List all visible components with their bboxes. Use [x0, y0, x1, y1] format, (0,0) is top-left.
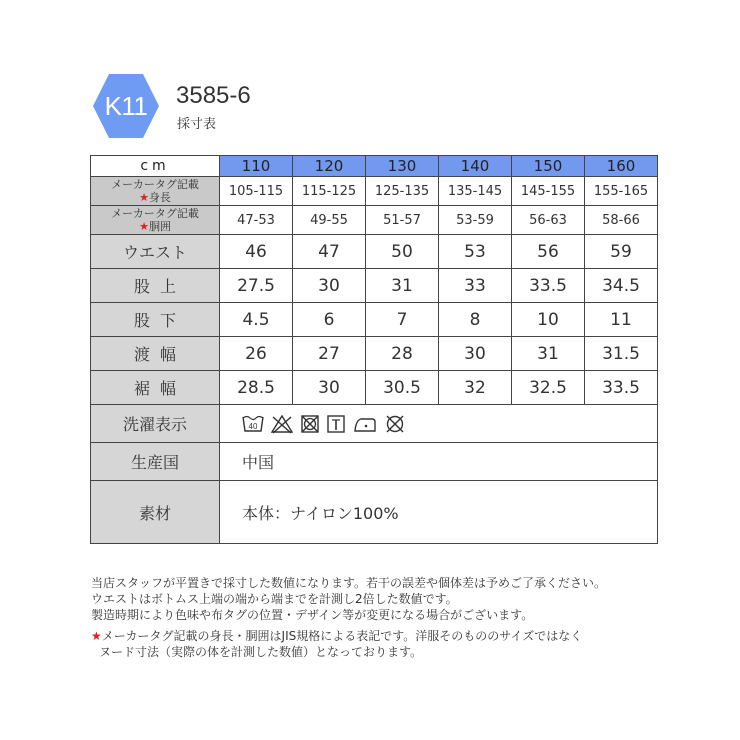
- low-iron-icon: [352, 414, 378, 434]
- row-label-tag-height: [91, 177, 220, 206]
- unit-label: cm: [91, 156, 220, 177]
- row-label-inseam: 股下: [91, 303, 220, 337]
- table-row-origin: [91, 443, 658, 481]
- table-cell: 6: [293, 303, 366, 337]
- size-header-cell: 120: [293, 156, 366, 177]
- table-row-material: [91, 481, 658, 544]
- row-label-waist: ウエスト: [91, 235, 220, 269]
- size-header-row: [91, 156, 658, 177]
- product-code: 3585-6: [176, 82, 251, 109]
- no-bleach-icon: [270, 414, 294, 434]
- table-cell: 58-66: [585, 206, 658, 235]
- table-cell: 51-57: [366, 206, 439, 235]
- table-cell: 155-165: [585, 177, 658, 206]
- row-label-rise: 股上: [91, 269, 220, 303]
- wash-40-icon: [242, 414, 264, 434]
- table-cell: 47: [293, 235, 366, 269]
- no-dry-clean-icon: [384, 414, 406, 434]
- table-row-tag-waist: [91, 206, 658, 235]
- table-cell: 32.5: [512, 371, 585, 405]
- row-label-thigh: 渡幅: [91, 337, 220, 371]
- table-cell: 135-145: [439, 177, 512, 206]
- note-line-4: [91, 628, 606, 644]
- table-cell: 26: [220, 337, 293, 371]
- table-row-inseam: [91, 303, 658, 337]
- note-line-1: 当店スタッフが平置きで採寸した数値になります。若干の誤差や個体差は予めご了承ください。: [91, 576, 607, 590]
- note-line-4-text: メーカータグ記載の身長・胴囲はJIS規格による表記です。洋服そのもののサイズではなく: [101, 629, 583, 643]
- row-label-material: 素材: [91, 481, 220, 544]
- table-row-thigh: [91, 337, 658, 371]
- tag-label-bottom-wrap: [91, 191, 219, 204]
- row-label-care: 洗濯表示: [91, 405, 220, 443]
- table-cell: 30: [293, 269, 366, 303]
- table-cell: 53: [439, 235, 512, 269]
- table-cell: 31: [366, 269, 439, 303]
- table-cell: 30: [439, 337, 512, 371]
- star-icon: ★: [139, 220, 149, 233]
- table-cell: 8: [439, 303, 512, 337]
- row-label-tag-waist: [91, 206, 220, 235]
- star-icon: ★: [91, 629, 102, 643]
- table-cell: 34.5: [585, 269, 658, 303]
- table-cell: 125-135: [366, 177, 439, 206]
- row-label-origin: 生産国: [91, 443, 220, 481]
- badge-label: K11: [104, 90, 148, 121]
- care-icons-cell: [220, 405, 658, 443]
- note-line-3: 製造時期により色味や布タグの位置・デザイン等が変更になる場合がございます。: [91, 608, 534, 622]
- note-line-5: ヌード寸法（実際の体を計測した数値）となっております。: [99, 645, 423, 659]
- no-tumble-dry-icon: [300, 414, 320, 434]
- table-row-tag-height: [91, 177, 658, 206]
- table-cell: 31: [512, 337, 585, 371]
- row-label-hem: 裾幅: [91, 371, 220, 405]
- note-line-2: ウエストはボトムス上端の端から端までを計測し2倍した数値です。: [91, 592, 458, 606]
- table-row-rise: [91, 269, 658, 303]
- wash-temp-label: 40: [248, 421, 258, 431]
- table-cell: 28: [366, 337, 439, 371]
- notes-block: [91, 575, 606, 660]
- tag-label-bottom-wrap: [91, 220, 219, 233]
- care-icons: [242, 414, 657, 434]
- table-row-hem: [91, 371, 658, 405]
- table-cell: 31.5: [585, 337, 658, 371]
- table-cell: 53-59: [439, 206, 512, 235]
- document-subtitle: 採寸表: [177, 117, 217, 132]
- size-header-cell: 140: [439, 156, 512, 177]
- size-header-cell: 160: [585, 156, 658, 177]
- tag-label-bottom: 身長: [148, 191, 171, 204]
- table-cell: 145-155: [512, 177, 585, 206]
- table-cell: 115-125: [293, 177, 366, 206]
- table-cell: 49-55: [293, 206, 366, 235]
- table-cell: 30: [293, 371, 366, 405]
- table-cell: 33.5: [512, 269, 585, 303]
- size-header-cell: 130: [366, 156, 439, 177]
- tag-label-top: メーカータグ記載: [111, 178, 199, 191]
- origin-value: 中国: [220, 443, 658, 481]
- table-cell: 10: [512, 303, 585, 337]
- table-cell: 33.5: [585, 371, 658, 405]
- tag-label-bottom: 胴囲: [148, 220, 171, 233]
- star-icon: ★: [139, 191, 149, 204]
- table-row-waist: [91, 235, 658, 269]
- size-header-cell: 110: [220, 156, 293, 177]
- table-cell: 33: [439, 269, 512, 303]
- size-chart-table: [90, 155, 658, 544]
- table-row-care: [91, 405, 658, 443]
- table-cell: 4.5: [220, 303, 293, 337]
- table-cell: 11: [585, 303, 658, 337]
- table-cell: 32: [439, 371, 512, 405]
- table-cell: 56: [512, 235, 585, 269]
- table-cell: 59: [585, 235, 658, 269]
- table-cell: 30.5: [366, 371, 439, 405]
- material-value: 本体：ナイロン100%: [220, 481, 658, 544]
- table-cell: 27: [293, 337, 366, 371]
- table-cell: 27.5: [220, 269, 293, 303]
- line-dry-icon: [326, 414, 346, 434]
- tag-label-top: メーカータグ記載: [111, 207, 199, 220]
- table-cell: 7: [366, 303, 439, 337]
- table-cell: 46: [220, 235, 293, 269]
- table-cell: 50: [366, 235, 439, 269]
- table-cell: 28.5: [220, 371, 293, 405]
- table-cell: 47-53: [220, 206, 293, 235]
- size-header-cell: 150: [512, 156, 585, 177]
- table-cell: 56-63: [512, 206, 585, 235]
- table-cell: 105-115: [220, 177, 293, 206]
